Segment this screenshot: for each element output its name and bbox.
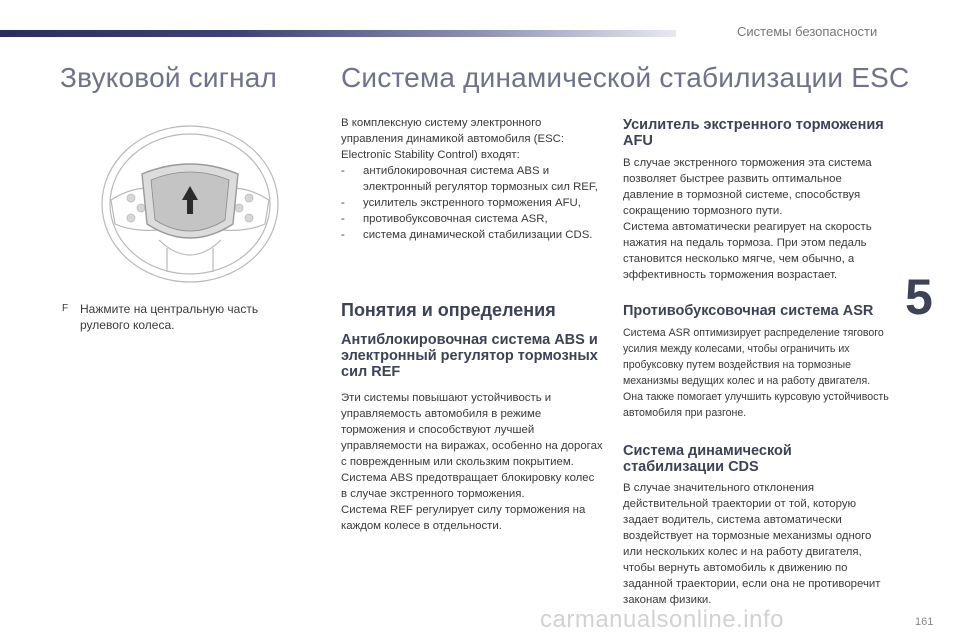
esc-title: Система динамической стабилизации ESC xyxy=(341,62,910,93)
abs-paragraph: Система REF регулирует силу торможения на каждом колесе в отдельности. xyxy=(341,504,586,532)
afu-paragraph: Система автоматически реагирует на скорость нажатия на педаль тормоза. При этом педаль становится несколько мягче, чем обычно, а эффективность торможения возрастает. xyxy=(623,221,872,281)
afu-section xyxy=(623,117,893,283)
asr-section xyxy=(623,303,893,421)
horn-instruction xyxy=(62,301,292,333)
afu-title: Усилитель экстренного торможения AFU xyxy=(623,117,884,149)
cds-section xyxy=(623,443,893,608)
afu-paragraph: В случае экстренного торможения эта система позволяет быстрее развить оптимальное давление в тормозной системе, способствуя сокращению тормозного пути. xyxy=(623,157,872,217)
abs-title: Антиблокировочная система ABS и электронный регулятор тормозных сил REF xyxy=(341,332,598,380)
esc-intro-block xyxy=(341,115,603,243)
list-item: - антиблокировочная система ABS и электронный регулятор тормозных сил REF, xyxy=(341,163,603,195)
chapter-number: 5 xyxy=(905,269,933,325)
horn-instruction-text: Нажмите на центральную часть рулевого колеса. xyxy=(80,302,259,332)
asr-title: Противобуксовочная система ASR xyxy=(623,303,874,319)
header-bar xyxy=(0,30,676,37)
cds-paragraph: В случае значительного отклонения действительной траектории от той, которую задает водитель, система автоматически воздействует на тормозные механизмы одного или нескольких колес и на работу двигателя, чтобы вернуть автомобиль к движению по заданной траектории, если она не противоречит законам физики. xyxy=(623,482,881,606)
list-item: - система динамической стабилизации CDS. xyxy=(341,227,603,243)
esc-intro: В комплексную систему электронного управления динамикой автомобиля (ESC: Electronic Stability Control) входят: xyxy=(341,117,565,161)
list-item: - противобуксовочная система ASR, xyxy=(341,211,603,227)
watermark: carmanualsonline.info xyxy=(540,606,784,633)
definitions-title: Понятия и определения xyxy=(341,300,556,320)
abs-paragraph: Эти системы повышают устойчивость и управляемость автомобиля в режиме торможения и способствуют лучшей управляемости на виражах, особенно на дорогах с поврежденным или скользким покрытием. xyxy=(341,392,603,468)
page-number: 161 xyxy=(915,616,934,628)
esc-components-list xyxy=(341,163,603,243)
instruction-marker-icon: F xyxy=(62,303,69,314)
abs-section xyxy=(341,332,603,534)
steering-wheel-illustration xyxy=(97,120,283,290)
abs-paragraph: Система ABS предотвращает блокировку колес в случае экстренного торможения. xyxy=(341,472,595,500)
section-title: Системы безопасности xyxy=(737,24,878,39)
cds-title: Система динамической стабилизации CDS xyxy=(623,443,792,475)
asr-paragraph: Система ASR оптимизирует распределение тягового усилия между колесами, чтобы ограничить их пробуксовку путем воздействия на тормозные механизмы ведущих колес и на работу двигателя. Она также помогает улучшить курсовую устойчивость автомобиля при разгоне. xyxy=(623,327,889,419)
horn-title: Звуковой сигнал xyxy=(60,62,278,93)
list-item: - усилитель экстренного торможения AFU, xyxy=(341,195,603,211)
